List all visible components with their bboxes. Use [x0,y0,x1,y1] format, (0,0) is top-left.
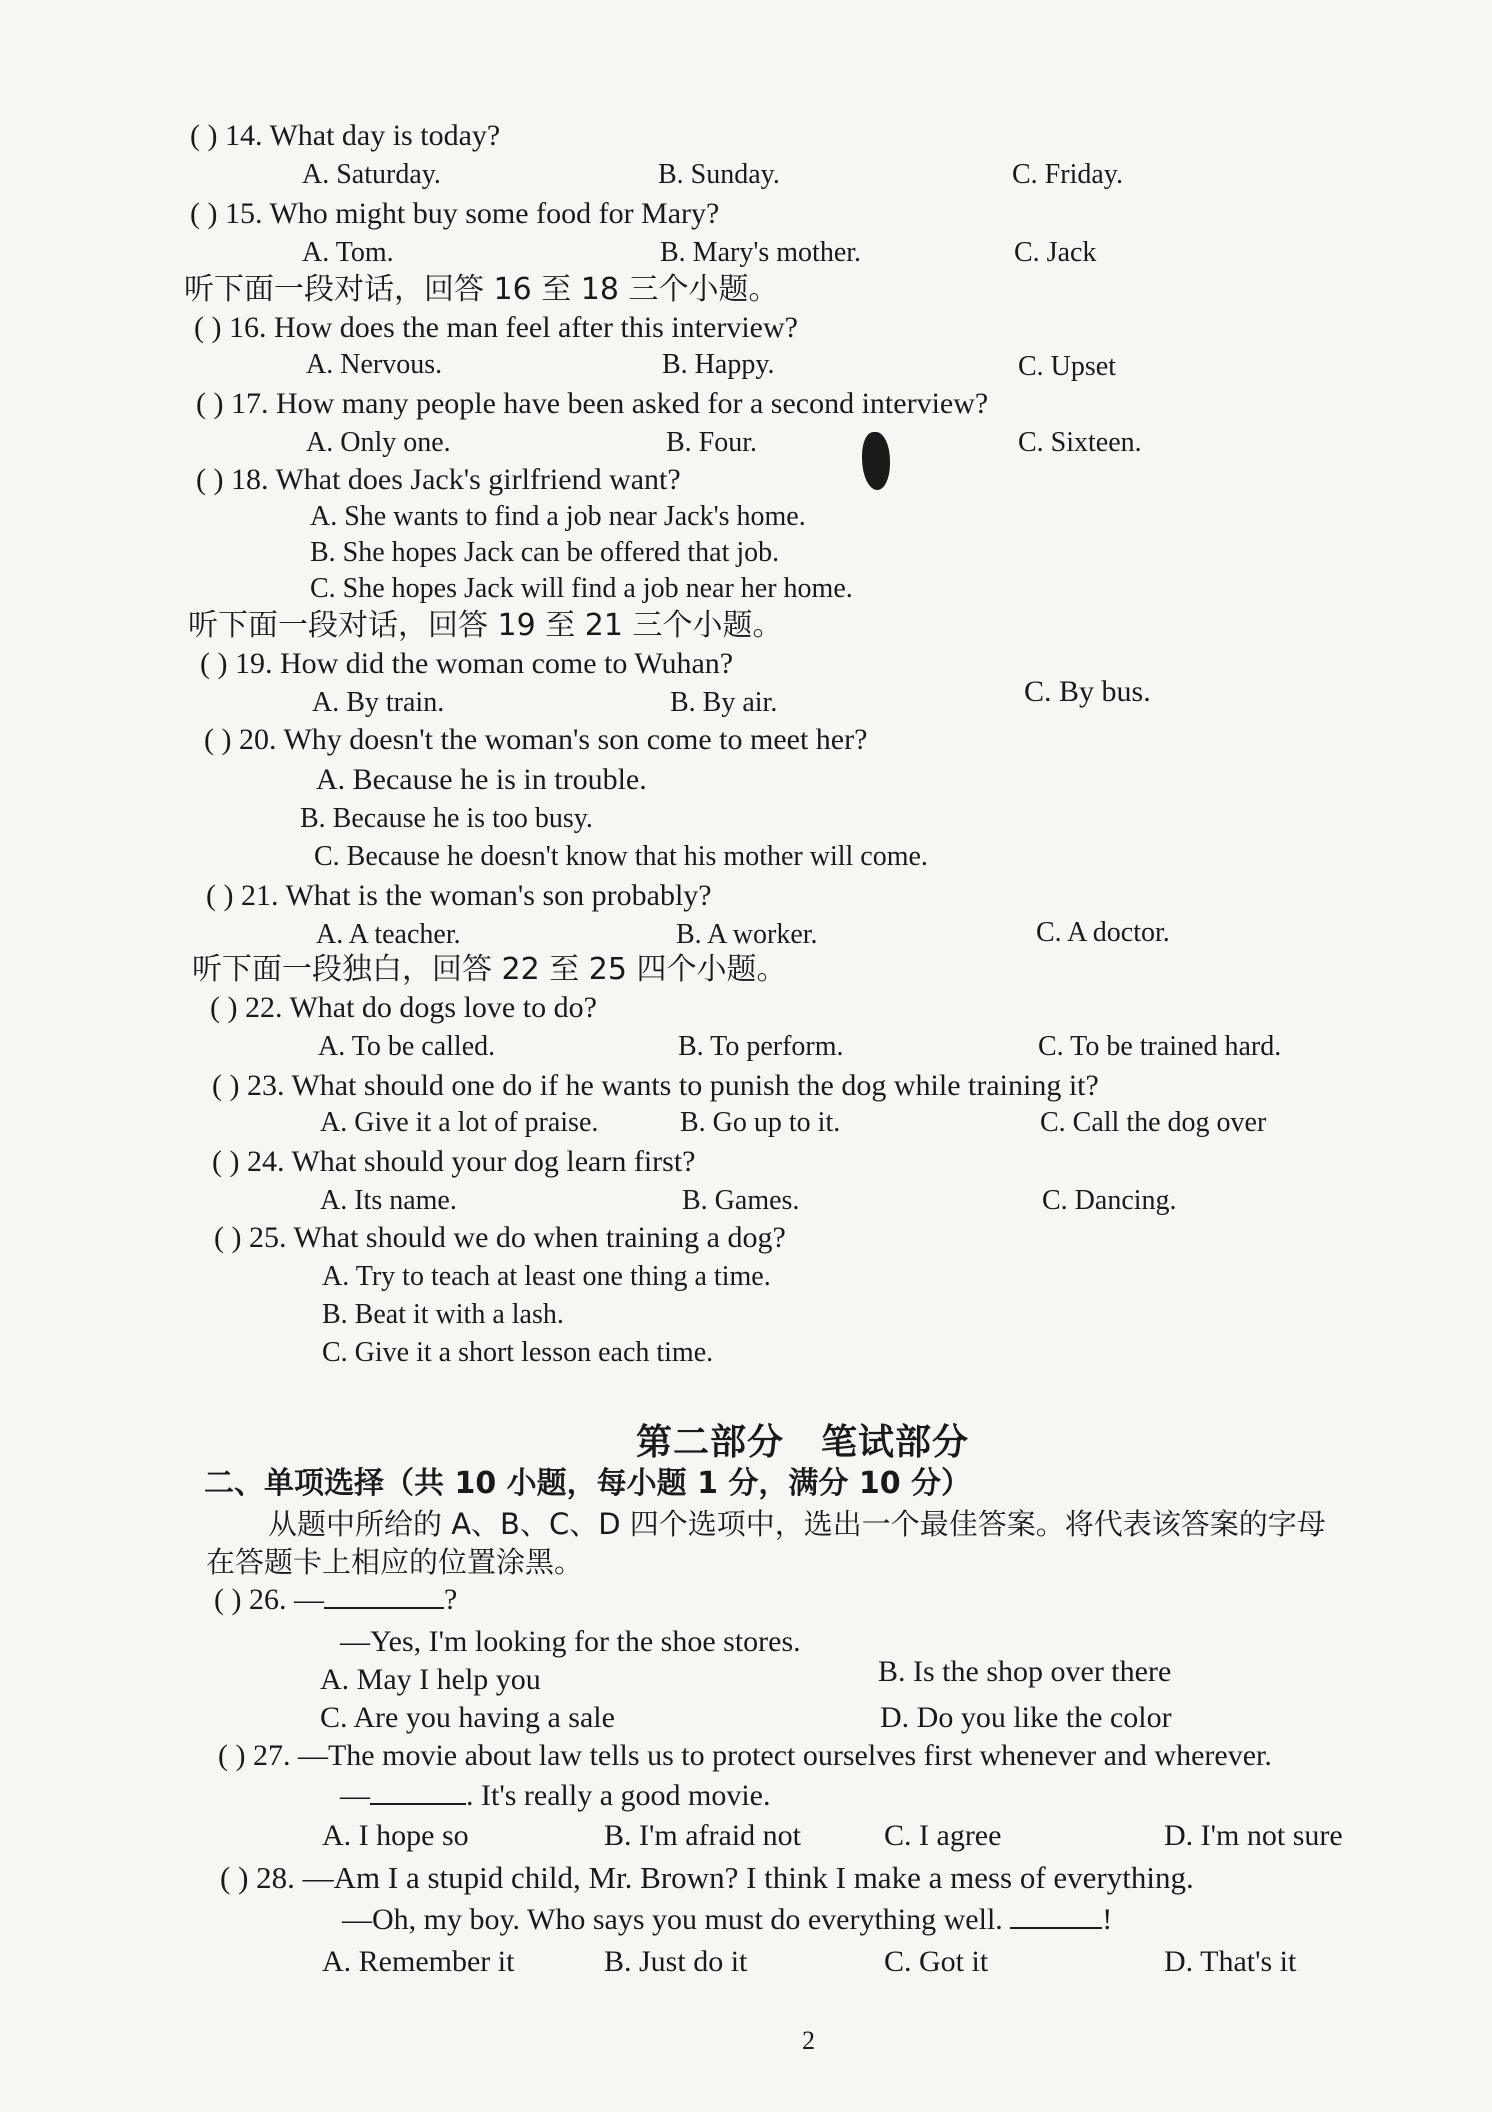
q27-option-d: D. I'm not sure [1164,1819,1343,1852]
q26-option-b: B. Is the shop over there [878,1655,1172,1688]
q15-option-a: A. Tom. [302,237,394,268]
q24-option-b: B. Games. [682,1185,800,1216]
q28-blank [1010,1903,1102,1929]
question-25: ( ) 25. What should we do when training a dog? [214,1221,786,1254]
question-22: ( ) 22. What do dogs love to do? [210,991,597,1024]
q28-reply-prefix: —Oh, my boy. Who says you must do everything well. [342,1903,1003,1936]
q23-option-c: C. Call the dog over [1040,1107,1267,1138]
question-24: ( ) 24. What should your dog learn first? [212,1145,696,1178]
q26-option-c: C. Are you having a sale [320,1701,615,1734]
question-23: ( ) 23. What should one do if he wants to punish the dog while training it? [212,1069,1099,1102]
q20-option-a: A. Because he is in trouble. [316,763,647,796]
q26-option-a: A. May I help you [320,1663,541,1696]
page-number: 2 [802,2026,815,2055]
q14-option-b: B. Sunday. [658,159,780,190]
q27-reply-prefix: — [340,1779,370,1812]
section-header-16-18: 听下面一段对话，回答 16 至 18 三个小题。 [184,272,779,307]
q28-option-c: C. Got it [884,1945,989,1978]
q16-option-b: B. Happy. [662,349,775,380]
q15-option-b: B. Mary's mother. [660,237,862,268]
q28-option-a: A. Remember it [322,1945,515,1978]
ink-blot [862,432,890,490]
q23-option-a: A. Give it a lot of praise. [320,1107,599,1138]
q17-option-b: B. Four. [666,427,758,458]
q28-option-b: B. Just do it [604,1945,748,1978]
question-19: ( ) 19. How did the woman come to Wuhan? [200,647,734,680]
q27-option-c: C. I agree [884,1819,1002,1852]
question-21: ( ) 21. What is the woman's son probably? [206,879,712,912]
question-28: ( ) 28. —Am I a stupid child, Mr. Brown? I think I make a mess of everything. [220,1860,1194,1895]
q27-reply-suffix: . It's really a good movie. [466,1779,771,1812]
q26-stem-suffix: ? [443,1583,458,1616]
q21-option-c: C. A doctor. [1036,917,1170,948]
q19-option-a: A. By train. [312,687,445,718]
q22-option-c: C. To be trained hard. [1038,1031,1282,1062]
q19-option-c: C. By bus. [1024,675,1151,708]
q22-option-b: B. To perform. [678,1031,844,1062]
question-18: ( ) 18. What does Jack's girlfriend want? [196,463,681,496]
q22-option-a: A. To be called. [318,1031,496,1062]
q25-option-b: B. Beat it with a lash. [322,1299,564,1330]
q28-reply [342,1902,1112,1938]
q28-option-d: D. That's it [1164,1945,1297,1978]
q21-option-b: B. A worker. [676,919,818,950]
question-26 [214,1582,457,1618]
q21-option-a: A. A teacher. [316,919,461,950]
q19-option-b: B. By air. [670,687,778,718]
q17-option-c: C. Sixteen. [1018,427,1142,458]
q27-reply [340,1778,771,1814]
part-two-title: 第二部分 笔试部分 [636,1422,970,1463]
question-17: ( ) 17. How many people have been asked for a second interview? [196,387,989,420]
section-two-title: 二、单项选择（共 10 小题，每小题 1 分，满分 10 分） [204,1466,972,1501]
q28-reply-suffix: ! [1102,1903,1113,1936]
q26-reply: —Yes, I'm looking for the shoe stores. [340,1625,801,1658]
q26-blank [324,1583,444,1609]
q25-option-a: A. Try to teach at least one thing a time. [322,1261,771,1292]
q20-option-c: C. Because he doesn't know that his mother will come. [314,841,928,872]
section-header-22-25: 听下面一段独白，回答 22 至 25 四个小题。 [192,952,787,987]
q20-option-b: B. Because he is too busy. [300,803,593,834]
q23-option-b: B. Go up to it. [680,1107,841,1138]
q14-option-c: C. Friday. [1012,159,1123,190]
question-15: ( ) 15. Who might buy some food for Mary? [190,197,720,230]
q15-option-c: C. Jack [1014,237,1097,268]
q27-blank [370,1779,466,1805]
q18-option-b: B. She hopes Jack can be offered that job. [310,537,780,568]
q27-option-b: B. I'm afraid not [604,1819,802,1852]
q26-option-d: D. Do you like the color [880,1701,1172,1734]
q16-option-c: C. Upset [1018,351,1116,382]
question-27: ( ) 27. —The movie about law tells us to protect ourselves first whenever and wherever. [218,1739,1272,1772]
q26-stem-prefix: ( ) 26. — [214,1583,324,1616]
section-two-instruction-2: 在答题卡上相应的位置涂黑。 [206,1545,584,1579]
q14-option-a: A. Saturday. [302,159,441,190]
q25-option-c: C. Give it a short lesson each time. [322,1337,714,1368]
q17-option-a: A. Only one. [306,427,451,458]
question-20: ( ) 20. Why doesn't the woman's son come to meet her? [204,723,868,756]
q24-option-c: C. Dancing. [1042,1185,1177,1216]
question-14: ( ) 14. What day is today? [190,119,501,152]
section-two-instruction-1: 从题中所给的 A、B、C、D 四个选项中，选出一个最佳答案。将代表该答案的字母 [268,1507,1326,1541]
q18-option-c: C. She hopes Jack will find a job near her home. [310,573,853,604]
q24-option-a: A. Its name. [320,1185,457,1216]
q18-option-a: A. She wants to find a job near Jack's home. [310,501,806,532]
q16-option-a: A. Nervous. [306,349,443,380]
question-16: ( ) 16. How does the man feel after this interview? [194,311,798,344]
q27-option-a: A. I hope so [322,1819,469,1852]
section-header-19-21: 听下面一段对话，回答 19 至 21 三个小题。 [188,608,783,643]
